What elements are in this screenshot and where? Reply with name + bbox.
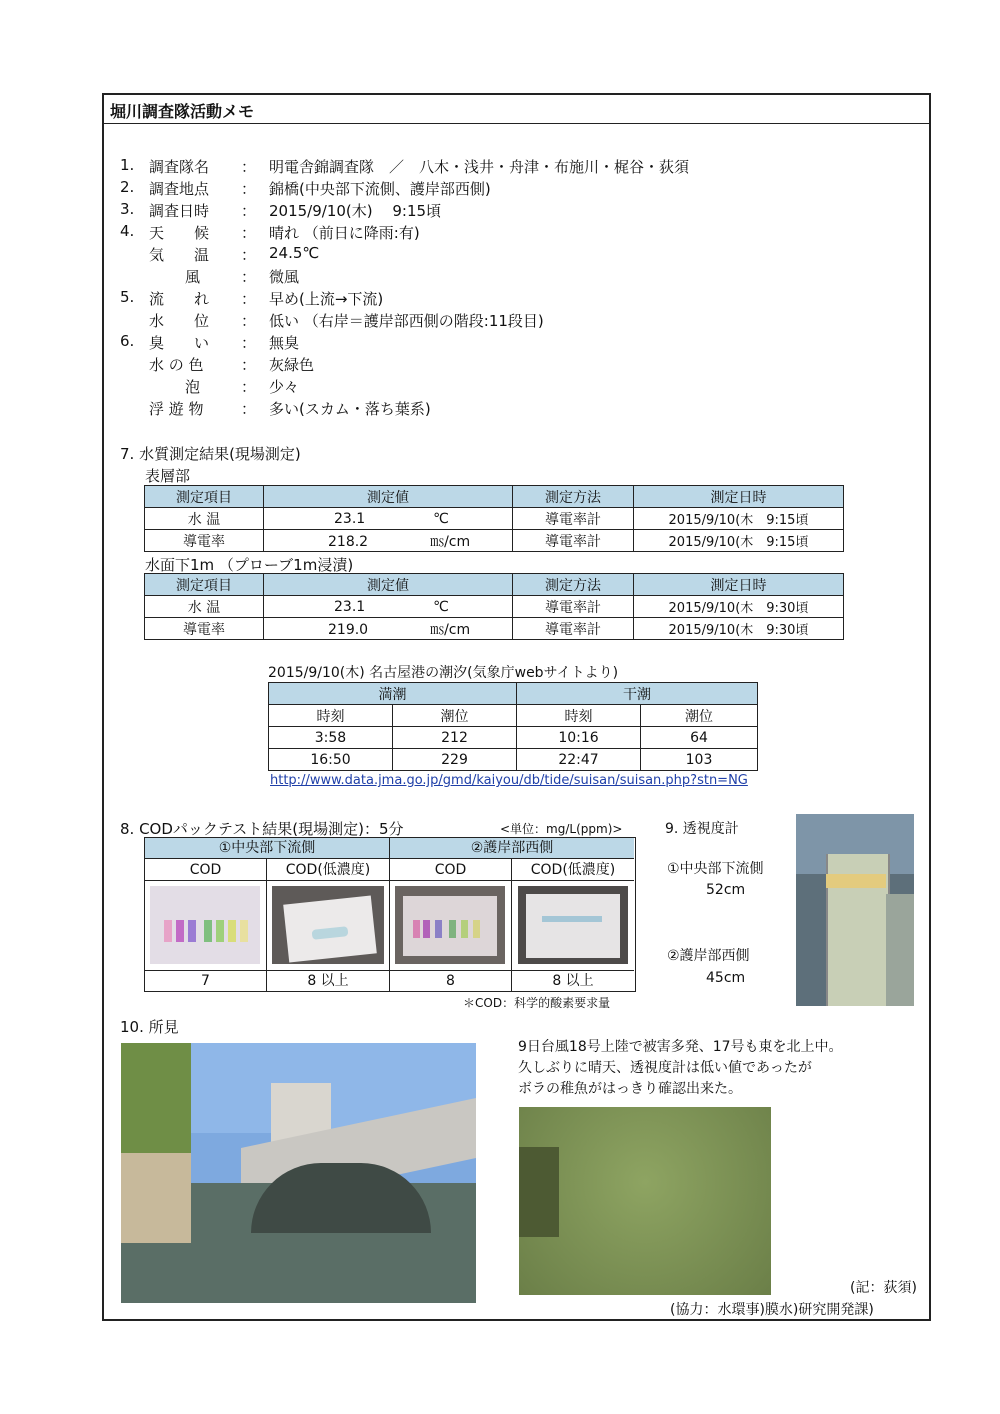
header-value: 測定値	[264, 486, 513, 508]
item-colon: ：	[241, 312, 257, 330]
cod-col-3: COD	[390, 859, 512, 881]
table-row	[269, 749, 758, 771]
cell-method: 導電率計	[513, 596, 634, 618]
cod-value: 8 以上	[267, 971, 390, 991]
item-label: 泡	[185, 378, 201, 396]
tide-low-header: 干潮	[517, 683, 758, 705]
value-unit: ㎳/cm	[430, 533, 471, 550]
tide-url-link[interactable]: http://www.data.jma.go.jp/gmd/kaiyou/db/tide/suisan/suisan.php?stn=NG	[270, 773, 748, 788]
item-number: 5.	[120, 288, 135, 306]
page-title: 堀川調査隊活動メモ	[110, 102, 255, 121]
table-row	[145, 508, 844, 530]
surface-label: 表層部	[145, 467, 191, 485]
item-number: 2.	[120, 178, 135, 196]
tide-level-header: 潮位	[641, 705, 758, 727]
cod-col-4: COD(低濃度)	[512, 859, 634, 881]
item-colon: ：	[241, 334, 257, 352]
item-label: 風	[185, 268, 201, 286]
cell-value	[264, 530, 513, 552]
tide-time-header: 時刻	[517, 705, 641, 727]
cod-photo-cell	[145, 881, 267, 971]
pack-test-photo	[395, 886, 505, 964]
cell-value	[264, 508, 513, 530]
cod-group1: ①中央部下流側	[145, 838, 390, 859]
tide-time-header: 時刻	[269, 705, 393, 727]
item-colon: ：	[241, 224, 257, 242]
item-label: 天 候	[149, 224, 210, 242]
cell-item: 導電率	[145, 618, 264, 640]
item-value: 2015/9/10(木) 9:15頃	[269, 202, 442, 220]
cell-datetime: 2015/9/10(木 9:30頃	[634, 618, 844, 640]
item-label: 浮 遊 物	[149, 400, 204, 418]
item-colon: ：	[241, 400, 257, 418]
title-row	[104, 95, 929, 124]
tide-caption: 2015/9/10(木) 名古屋港の潮汐(気象庁webサイトより)	[268, 665, 619, 681]
cell-method: 導電率計	[513, 508, 634, 530]
tide-cell: 16:50	[269, 749, 393, 771]
cod-photo-cell	[512, 881, 634, 971]
value-number: 219.0	[328, 621, 369, 638]
item-colon: ：	[241, 290, 257, 308]
cell-value	[264, 618, 513, 640]
item-value: 晴れ （前日に降雨:有)	[269, 224, 420, 242]
item-label: 気 温	[149, 246, 210, 264]
table-row	[145, 530, 844, 552]
item-colon: ：	[241, 246, 257, 264]
header-item: 測定項目	[145, 486, 264, 508]
tide-level-header: 潮位	[393, 705, 517, 727]
p1-label: ①中央部下流側	[667, 861, 764, 877]
item-label: 調査隊名	[149, 158, 210, 176]
cod-photo-cell	[267, 881, 390, 971]
cell-value	[264, 596, 513, 618]
item-colon: ：	[241, 158, 257, 176]
cell-datetime: 2015/9/10(木 9:30頃	[634, 596, 844, 618]
value-unit: ℃	[433, 598, 449, 615]
unit-note: <単位：mg/L(ppm)>	[500, 822, 623, 836]
remark-line: 9日台風18号上陸で被害多発、17号も東を北上中。	[518, 1039, 843, 1055]
item-label: 調査地点	[149, 180, 210, 198]
cod-photo-cell	[390, 881, 512, 971]
item-number: 3.	[120, 200, 135, 218]
cod-footnote: ＊COD：科学的酸素要求量	[463, 996, 611, 1010]
header-datetime: 測定日時	[634, 486, 844, 508]
header-method: 測定方法	[513, 486, 634, 508]
tide-table	[268, 682, 758, 771]
item-value: 明電舎錦調査隊 ／ 八木・浅井・舟津・布施川・梶谷・荻須	[269, 158, 690, 176]
table-row	[145, 596, 844, 618]
item-colon: ：	[241, 202, 257, 220]
item-number: 4.	[120, 222, 135, 240]
section9-heading: 9. 透視度計	[665, 821, 739, 837]
table-row	[269, 727, 758, 749]
cell-datetime: 2015/9/10(木 9:15頃	[634, 508, 844, 530]
item-value: 少々	[269, 378, 300, 396]
item-value: 低い （右岸＝護岸部西側の階段:11段目)	[269, 312, 544, 330]
pack-test-photo	[518, 886, 628, 964]
pack-test-photo	[150, 886, 260, 964]
item-value: 早め(上流→下流)	[269, 290, 384, 308]
recorder: (記：荻須)	[850, 1280, 917, 1296]
header-item: 測定項目	[145, 574, 264, 596]
tide-cell: 64	[641, 727, 758, 749]
section10-heading: 10. 所見	[120, 1018, 179, 1036]
section7-heading: 7. 水質測定結果(現場測定)	[120, 445, 301, 463]
surface-table	[144, 485, 844, 552]
item-value: 多い(スカム・落ち葉系)	[269, 400, 431, 418]
item-value: 錦橋(中央部下流側、護岸部西側)	[269, 180, 491, 198]
value-number: 23.1	[334, 598, 366, 615]
remark-line: ボラの稚魚がはっきり確認出来た。	[518, 1081, 742, 1097]
remark-line: 久しぶりに晴天、透視度計は低い値であったが	[518, 1060, 812, 1076]
value-unit: ㎳/cm	[430, 621, 471, 638]
item-label: 流 れ	[149, 290, 210, 308]
tide-high-header: 満潮	[269, 683, 517, 705]
fish-photo	[519, 1107, 771, 1295]
pack-test-photo	[272, 886, 384, 964]
cooperation: (協力：水環事)膜水)研究開発課)	[670, 1302, 874, 1318]
item-value: 微風	[269, 268, 300, 286]
p2-value: 45cm	[706, 970, 746, 986]
tide-cell: 10:16	[517, 727, 641, 749]
item-number: 6.	[120, 332, 135, 350]
cell-method: 導電率計	[513, 530, 634, 552]
value-number: 218.2	[328, 533, 369, 550]
bridge-photo	[121, 1043, 476, 1303]
item-value: 無臭	[269, 334, 300, 352]
tide-cell: 212	[393, 727, 517, 749]
depth-table	[144, 573, 844, 640]
cod-col-2: COD(低濃度)	[267, 859, 390, 881]
remarks	[518, 1037, 843, 1100]
item-colon: ：	[241, 378, 257, 396]
header-value: 測定値	[264, 574, 513, 596]
cell-datetime: 2015/9/10(木 9:15頃	[634, 530, 844, 552]
item-label: 水 の 色	[149, 356, 204, 374]
cell-item: 導電率	[145, 530, 264, 552]
cod-group2: ②護岸部西側	[390, 838, 634, 859]
item-number: 1.	[120, 156, 135, 174]
item-colon: ：	[241, 356, 257, 374]
tide-cell: 3:58	[269, 727, 393, 749]
depth-label: 水面下1m （プローブ1m浸漬)	[145, 556, 354, 574]
cell-item: 水 温	[145, 596, 264, 618]
item-value: 24.5℃	[269, 244, 320, 262]
item-label: 調査日時	[149, 202, 210, 220]
cell-item: 水 温	[145, 508, 264, 530]
value-number: 23.1	[334, 510, 366, 527]
header-datetime: 測定日時	[634, 574, 844, 596]
tide-cell: 103	[641, 749, 758, 771]
cod-col-1: COD	[145, 859, 267, 881]
item-value: 灰緑色	[269, 356, 315, 374]
cod-value: 8	[390, 971, 512, 991]
header-method: 測定方法	[513, 574, 634, 596]
p1-value: 52cm	[706, 882, 746, 898]
tide-cell: 22:47	[517, 749, 641, 771]
cod-value: 7	[145, 971, 267, 991]
cod-value: 8 以上	[552, 973, 594, 989]
transparency-meter-photo	[796, 814, 914, 1006]
item-colon: ：	[241, 180, 257, 198]
cod-table	[144, 837, 636, 992]
cell-method: 導電率計	[513, 618, 634, 640]
p2-label: ②護岸部西側	[667, 948, 750, 964]
item-colon: ：	[241, 268, 257, 286]
value-unit: ℃	[433, 510, 449, 527]
section8-heading: 8. CODパックテスト結果(現場測定)：5分	[120, 820, 404, 838]
item-label: 水 位	[149, 312, 210, 330]
table-row	[145, 618, 844, 640]
tide-cell: 229	[393, 749, 517, 771]
item-label: 臭 い	[149, 334, 210, 352]
